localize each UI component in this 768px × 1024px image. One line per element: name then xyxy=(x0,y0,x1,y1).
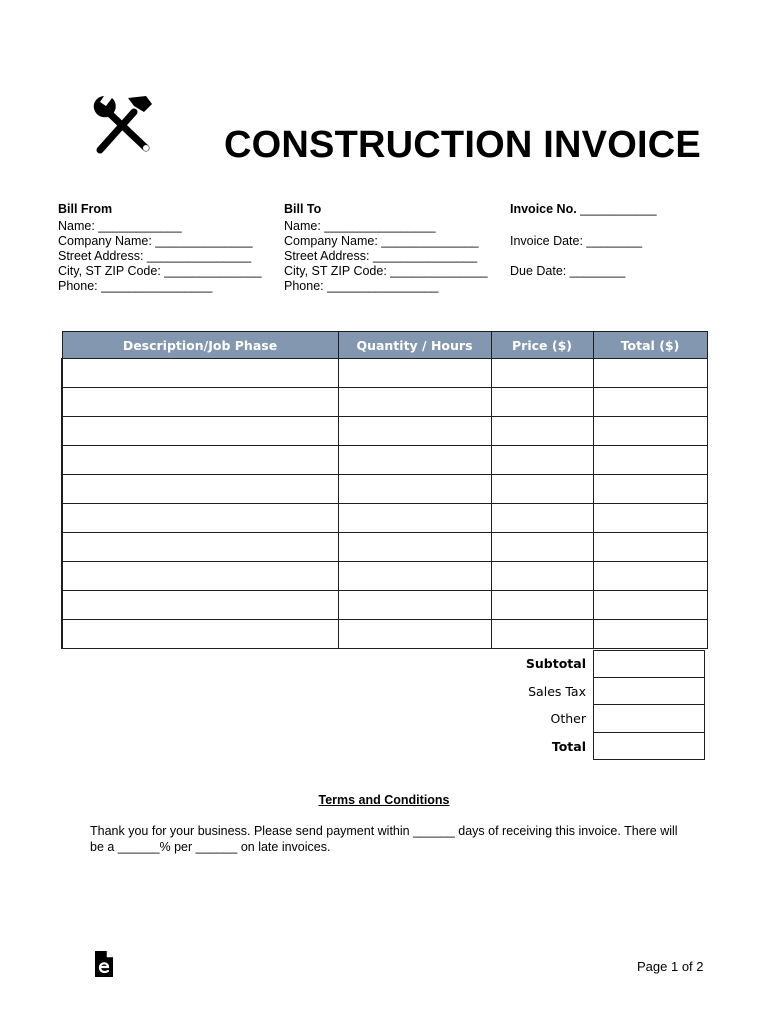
invoice-date: Invoice Date: ________ xyxy=(510,234,643,248)
due-date: Due Date: ________ xyxy=(510,264,626,278)
total-cell[interactable] xyxy=(593,417,707,446)
quantity-cell[interactable] xyxy=(338,504,491,533)
description-cell[interactable] xyxy=(62,388,338,417)
document-e-icon xyxy=(94,950,114,978)
total-field[interactable] xyxy=(593,733,705,761)
table-row xyxy=(62,591,707,620)
invoice-title: CONSTRUCTION INVOICE xyxy=(224,124,701,166)
total-cell[interactable] xyxy=(593,533,707,562)
total-cell[interactable] xyxy=(593,562,707,591)
other-label: Other xyxy=(550,711,586,727)
invoice-info-section xyxy=(510,202,657,279)
bill-to-phone: Phone: ________________ xyxy=(284,279,439,293)
quantity-cell[interactable] xyxy=(338,562,491,591)
table-header-row xyxy=(62,332,707,359)
table-row xyxy=(62,533,707,562)
bill-to-heading: Bill To xyxy=(284,202,322,216)
invoice-number-blank: ___________ xyxy=(576,202,657,216)
header-description: Description/Job Phase xyxy=(62,332,338,359)
bill-to-name: Name: ________________ xyxy=(284,219,436,233)
sales-tax-field[interactable] xyxy=(593,678,705,706)
total-cell[interactable] xyxy=(593,620,707,649)
table-row xyxy=(62,475,707,504)
bill-to-company: Company Name: ______________ xyxy=(284,234,479,248)
total-cell[interactable] xyxy=(593,359,707,388)
table-row xyxy=(62,446,707,475)
table-row xyxy=(62,620,707,649)
price-cell[interactable] xyxy=(491,417,593,446)
quantity-cell[interactable] xyxy=(338,591,491,620)
price-cell[interactable] xyxy=(491,359,593,388)
quantity-cell[interactable] xyxy=(338,620,491,649)
bill-to-street: Street Address: _______________ xyxy=(284,249,478,263)
bill-from-section xyxy=(58,202,262,294)
other-field[interactable] xyxy=(593,705,705,733)
price-cell[interactable] xyxy=(491,475,593,504)
bill-from-street: Street Address: _______________ xyxy=(58,249,252,263)
sales-tax-row xyxy=(490,678,705,706)
total-cell[interactable] xyxy=(593,504,707,533)
quantity-cell[interactable] xyxy=(338,388,491,417)
description-cell[interactable] xyxy=(62,475,338,504)
bill-from-company: Company Name: ______________ xyxy=(58,234,253,248)
price-cell[interactable] xyxy=(491,562,593,591)
quantity-cell[interactable] xyxy=(338,359,491,388)
other-row xyxy=(490,705,705,733)
hammer-wrench-icon xyxy=(90,92,156,158)
invoice-number-label: Invoice No. xyxy=(510,202,577,216)
description-cell[interactable] xyxy=(62,562,338,591)
bill-to-city: City, ST ZIP Code: ______________ xyxy=(284,264,488,278)
table-row xyxy=(62,504,707,533)
header-quantity: Quantity / Hours xyxy=(338,332,491,359)
bill-from-phone: Phone: ________________ xyxy=(58,279,213,293)
price-cell[interactable] xyxy=(491,533,593,562)
description-cell[interactable] xyxy=(62,504,338,533)
description-cell[interactable] xyxy=(62,533,338,562)
header-total: Total ($) xyxy=(593,332,707,359)
bill-from-heading: Bill From xyxy=(58,202,113,216)
description-cell[interactable] xyxy=(62,591,338,620)
price-cell[interactable] xyxy=(491,388,593,417)
table-row xyxy=(62,359,707,388)
total-label: Total xyxy=(551,738,586,754)
bill-to-section xyxy=(284,202,488,294)
quantity-cell[interactable] xyxy=(338,475,491,504)
terms-body: Thank you for your business. Please send payment within ______ days of receiving this invoice. There will be a ______% per ______ on late invoices. xyxy=(90,824,678,854)
quantity-cell[interactable] xyxy=(338,446,491,475)
totals-section xyxy=(490,650,705,760)
description-cell[interactable] xyxy=(62,359,338,388)
price-cell[interactable] xyxy=(491,591,593,620)
description-cell[interactable] xyxy=(62,620,338,649)
price-cell[interactable] xyxy=(491,620,593,649)
sales-tax-label: Sales Tax xyxy=(528,683,586,699)
total-cell[interactable] xyxy=(593,591,707,620)
price-cell[interactable] xyxy=(491,446,593,475)
total-cell[interactable] xyxy=(593,446,707,475)
price-cell[interactable] xyxy=(491,504,593,533)
header-price: Price ($) xyxy=(491,332,593,359)
table-row xyxy=(62,562,707,591)
subtotal-field[interactable] xyxy=(593,650,705,678)
table-row xyxy=(62,388,707,417)
total-row xyxy=(490,733,705,761)
total-cell[interactable] xyxy=(593,475,707,504)
subtotal-row xyxy=(490,650,705,678)
subtotal-label: Subtotal xyxy=(525,656,586,672)
terms-title: Terms and Conditions xyxy=(318,793,450,807)
description-cell[interactable] xyxy=(62,446,338,475)
bill-from-name: Name: ____________ xyxy=(58,219,182,233)
description-cell[interactable] xyxy=(62,417,338,446)
items-table xyxy=(61,331,708,649)
quantity-cell[interactable] xyxy=(338,417,491,446)
total-cell[interactable] xyxy=(593,388,707,417)
page-number: Page 1 of 2 xyxy=(637,959,704,974)
quantity-cell[interactable] xyxy=(338,533,491,562)
bill-from-city: City, ST ZIP Code: ______________ xyxy=(58,264,262,278)
table-row xyxy=(62,417,707,446)
